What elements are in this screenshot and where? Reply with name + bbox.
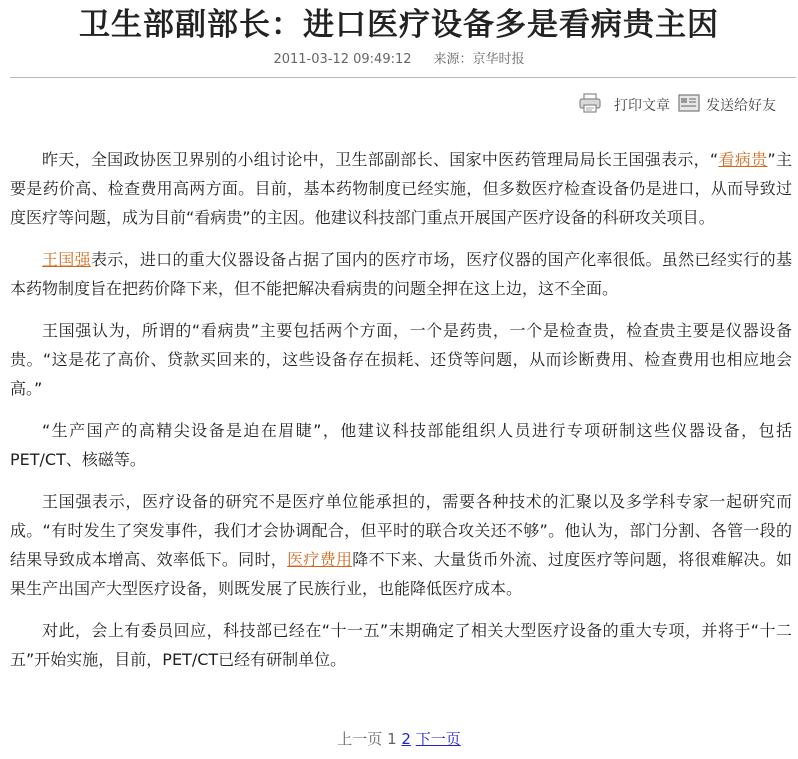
paragraph-text: “生产国产的高精尖设备是迫在眉睫”，他建议科技部能组织人员进行专项研制这些仪器设备，包括PET/CT、核磁等。 xyxy=(10,421,792,469)
pagination xyxy=(0,728,798,749)
header-divider xyxy=(10,77,796,78)
send-to-friend-label: 发送给好友 xyxy=(706,98,776,114)
paragraph-text: 表示，进口的重大仪器设备占据了国内的医疗市场，医疗仪器的国产化率很低。虽然已经实行的基本药物制度旨在把药价降下来，但不能把解决看病贵的问题全押在这上边，这不全面。 xyxy=(10,250,792,298)
send-to-friend-button[interactable] xyxy=(678,94,776,116)
paragraph-text: 对此，会上有委员回应，科技部已经在“十一五”末期确定了相关大型医疗设备的重大专项，并将于“十二五”开始实施，目前，PET/CT已经有研制单位。 xyxy=(10,621,792,669)
current-page-number: 1 xyxy=(387,730,397,748)
print-article-button[interactable] xyxy=(578,93,670,117)
next-page-link[interactable]: 下一页 xyxy=(415,730,461,748)
article-paragraph xyxy=(10,245,792,303)
print-article-label: 打印文章 xyxy=(614,98,670,114)
article-paragraph xyxy=(10,616,792,674)
keyword-link[interactable]: 医疗费用 xyxy=(287,550,353,569)
news-source: 来源：京华时报 xyxy=(433,52,525,67)
publish-datetime: 2011-03-12 09:49:12 xyxy=(273,52,412,67)
keyword-link[interactable]: 看病贵 xyxy=(718,150,768,169)
paragraph-text: 昨天，全国政协医卫界别的小组讨论中，卫生部副部长、国家中医药管理局局长王国强表示，“ xyxy=(42,150,719,169)
email-card-icon xyxy=(678,94,700,116)
prev-page-label: 上一页 xyxy=(337,730,383,748)
paragraph-text: 王国强表示，医疗设备的研究不是医疗单位能承担的，需要各种技术的汇聚以及多学科专家一起研究而成。“有时发生了突发事件，我们才会协调配合，但平时的联合攻关还不够”。他认为，部门分割、各管一段的结果导致成本增高、效率低下。同时， xyxy=(10,492,792,569)
article-paragraph xyxy=(10,316,792,403)
paragraph-text: 降不下来、大量货币外流、过度医疗等问题，将很难解决。如果生产出国产大型医疗设备，则既发展了民族行业，也能降低医疗成本。 xyxy=(10,550,792,598)
article-meta xyxy=(0,50,798,70)
paragraph-text: ”主要是药价高、检查费用高两方面。目前，基本药物制度已经实施，但多数医疗检查设备仍是进口，从而导致过度医疗等问题，成为目前“看病贵”的主因。他建议科技部门重点开展国产医疗设备的科研攻关项目。 xyxy=(10,150,792,227)
article-paragraph xyxy=(10,487,792,603)
keyword-link[interactable]: 王国强 xyxy=(42,250,91,269)
article-paragraph xyxy=(10,145,792,232)
article-title: 卫生部副部长：进口医疗设备多是看病贵主因 xyxy=(79,7,719,43)
article-paragraph xyxy=(10,416,792,474)
paragraph-text: 王国强认为，所谓的“看病贵”主要包括两个方面，一个是药贵，一个是检查贵，检查贵主要是仪器设备贵。“这是花了高价、贷款买回来的，这些设备存在损耗、还贷等问题，从而诊断费用、检查费用也相应地会高。” xyxy=(10,321,792,398)
printer-icon xyxy=(578,93,602,117)
article-body xyxy=(10,145,792,687)
page-2-link[interactable]: 2 xyxy=(401,730,411,748)
article-toolbar xyxy=(578,92,776,118)
